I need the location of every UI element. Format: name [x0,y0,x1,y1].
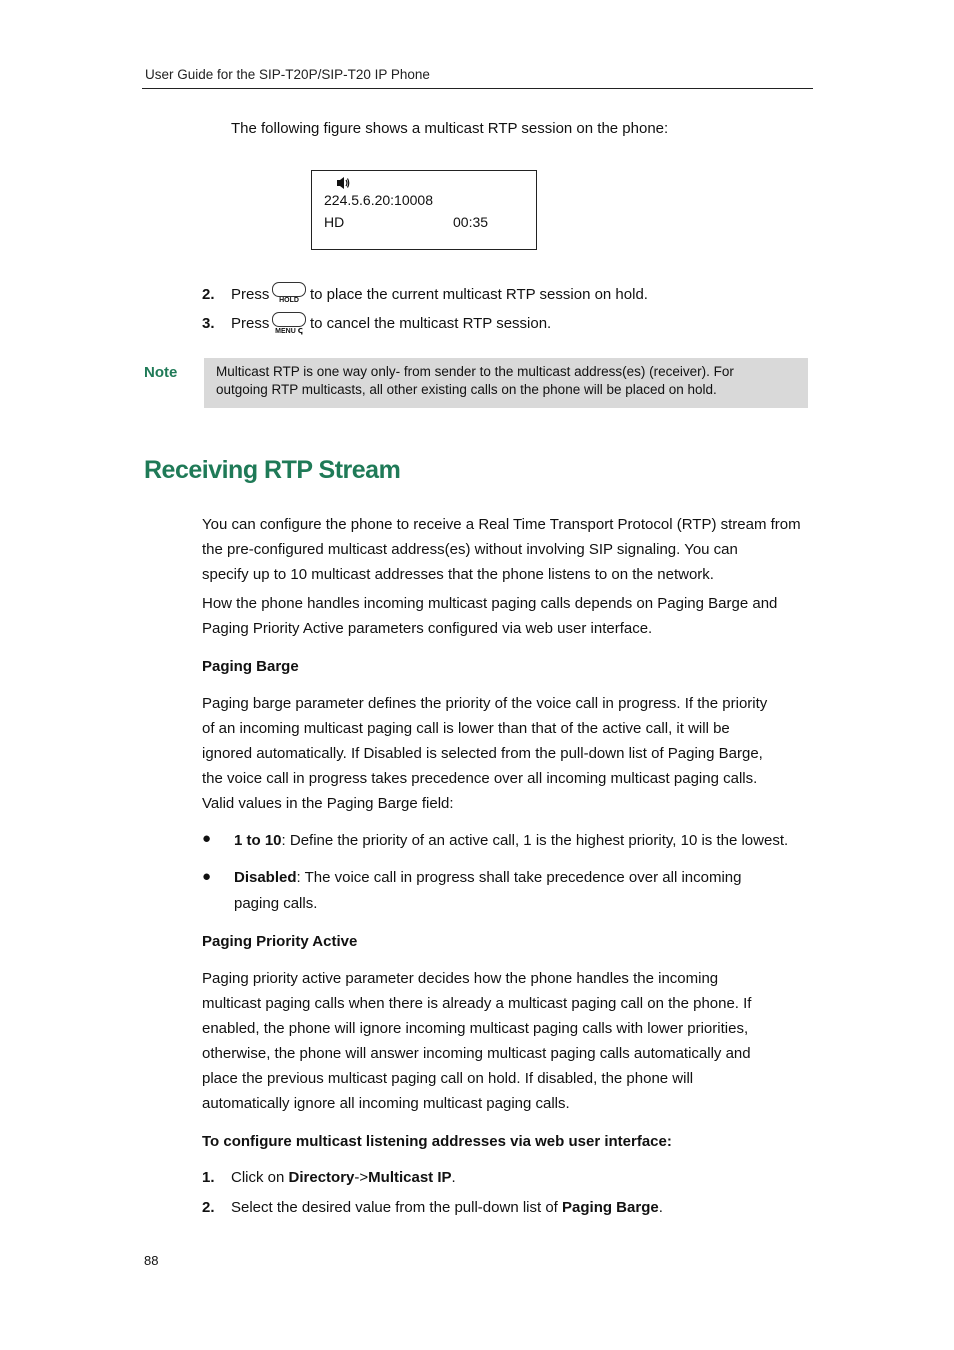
step-number: 1. [202,1169,215,1186]
bullet-dot: ● [202,868,212,885]
step-text: to place the current multicast RTP session on hold. [310,286,648,303]
text-line: automatically ignore all incoming multicast paging calls. [202,1095,570,1112]
lcd-address: 224.5.6.20:10008 [324,192,433,208]
step-number: 2. [202,1199,215,1216]
procedure-heading: To configure multicast listening addresses via web user interface: [202,1133,672,1150]
text-line: specify up to 10 multicast addresses that the phone listens to on the network. [202,566,714,583]
subheading-paging-barge: Paging Barge [202,658,299,675]
bullet-item [234,828,812,854]
section-title: Receiving RTP Stream [144,456,401,484]
text-line: enabled, the phone will ignore incoming multicast paging calls with lower priorities, [202,1020,749,1037]
phone-lcd-figure [311,170,537,250]
text-line: You can configure the phone to receive a Real Time Transport Protocol (RTP) stream from [202,516,801,533]
paragraph-intro [202,512,812,587]
hold-key-icon [272,282,306,306]
key-label: HOLD [279,297,299,304]
step-text: Press [231,286,270,303]
subheading-paging-priority: Paging Priority Active [202,933,358,950]
step-text: Press [231,315,270,332]
note-box [204,358,808,408]
paragraph-handling [202,591,812,641]
paragraph-paging-barge [202,691,812,816]
bullet-term: 1 to 10 [234,832,282,849]
text-line: the pre-configured multicast address(es) without involving SIP signaling. You can [202,541,738,558]
lcd-mode: HD [324,214,345,230]
text-line: ignored automatically. If Disabled is selected from the pull-down list of Paging Barge, [202,745,763,762]
menu-key-icon [272,312,306,336]
text-line: otherwise, the phone will answer incoming multicast paging calls automatically and [202,1045,751,1062]
step-text: Select the desired value from the pull-down list of Paging Barge. [231,1199,663,1216]
step-text: Click on Directory->Multicast IP. [231,1169,456,1186]
note-label: Note [144,364,178,381]
step-text: to cancel the multicast RTP session. [310,315,552,332]
text-line: Valid values in the Paging Barge field: [202,795,454,812]
text-line: Paging barge parameter defines the priority of the voice call in progress. If the priority [202,695,768,712]
key-label: MENU ↅ [275,328,303,335]
step-number: 2. [202,286,215,303]
note-line: outgoing RTP multicasts, all other existing calls on the phone will be placed on hold. [216,382,717,397]
text-line: How the phone handles incoming multicast paging calls depends on Paging Barge and [202,595,778,612]
text-line: place the previous multicast paging call on hold. If disabled, the phone will [202,1070,694,1087]
bullet-term: Disabled [234,869,297,886]
page-number: 88 [144,1253,159,1268]
bullet-desc: : Define the priority of an active call, 1 is the highest priority, 10 is the lowest. [281,832,789,849]
running-header: User Guide for the SIP-T20P/SIP-T20 IP Phone [145,67,430,82]
header-rule [142,88,813,89]
bullet-item [234,865,812,917]
text-line: the voice call in progress takes precedence over all incoming multicast paging calls. [202,770,758,787]
text-line: of an incoming multicast paging call is lower than that of the active call, it will be [202,720,730,737]
bullet-desc: : The voice call in progress shall take precedence over all incoming [296,869,742,886]
paragraph-paging-priority [202,966,812,1116]
text-line: Paging Priority Active parameters configured via web user interface. [202,620,653,637]
note-line: Multicast RTP is one way only- from sender to the multicast address(es) (receiver). For [216,364,734,379]
bullet-desc: paging calls. [234,895,318,912]
text-line: multicast paging calls when there is already a multicast paging call on the phone. If [202,995,752,1012]
step-number: 3. [202,315,215,332]
text-line: Paging priority active parameter decides how the phone handles the incoming [202,970,719,987]
speaker-icon [336,176,350,190]
intro-text: The following figure shows a multicast RTP session on the phone: [231,120,669,137]
lcd-time: 00:35 [453,214,489,230]
bullet-dot: ● [202,830,212,847]
